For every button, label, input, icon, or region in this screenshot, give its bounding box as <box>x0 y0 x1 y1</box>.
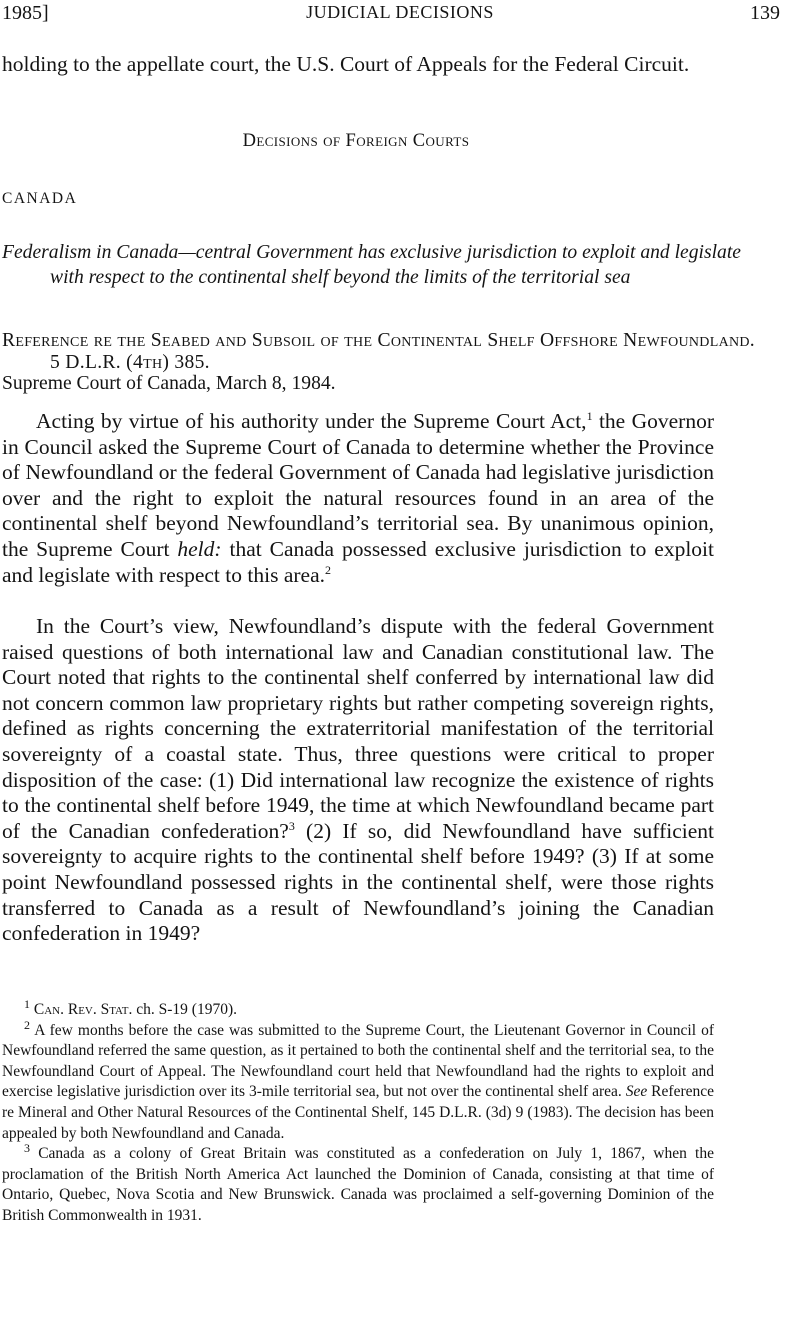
footnote-3-number: 3 <box>24 1141 30 1155</box>
footnote-3-text: Canada as a colony of Great Britain was constituted as a confederation on July 1, 1867, when the proclamation of the British North America Act launched the Dominion of Canada, consisting at that time of Ontario, Quebec, Nova Scotia and New Brunswick. Canada was proclaimed a self-governing Dominion of the British Commonwealth in 1931. <box>2 1145 714 1224</box>
footnote-1-source: Can. Rev. Stat. <box>33 1001 133 1018</box>
running-head <box>0 2 800 28</box>
footnote-1-rest: ch. S-19 (1970). <box>132 1001 238 1018</box>
volume-year: 1985] <box>2 2 49 24</box>
footnote-1 <box>2 996 714 1021</box>
footnote-2-see: See <box>625 1083 648 1101</box>
page-number: 139 <box>750 2 780 24</box>
footnotes <box>2 996 714 1227</box>
body-paragraph-1 <box>2 409 714 588</box>
footnote-2-rest: Reference re Mineral and Other Natural Resources of the Continental Shelf, 145 D.L.R. (3d) 9 (1983). The decision has been appealed by both Newfoundland and Canada. <box>2 1083 714 1142</box>
section-heading: Decisions of Foreign Courts <box>242 131 470 151</box>
case-title: Reference re the Seabed and Subsoil of the Continental Shelf Offshore Newfoundland. 5 D.L.R. (4th) 385. <box>2 330 755 373</box>
footnote-ref-1: 1 <box>586 408 593 423</box>
para1-text-b: the Governor in Council asked the Supreme Court of Canada to determine whether the Province of Newfoundland or the federal Government of Canada had legislative jurisdiction over and the right to exploit the natural resources found in an area of the continental shelf beyond Newfoundland’s territorial sea. By unanimous opinion, the Supreme Court <box>2 409 715 561</box>
court-and-date: Supreme Court of Canada, March 8, 1984. <box>2 373 336 394</box>
footnote-2 <box>2 1017 714 1145</box>
footnote-2-text: A few months before the case was submitted to the Supreme Court, the Lieutenant Governor in Council of Newfoundland referred the same question, as it pertained to both the continental shelf and the territorial sea, to the Newfoundland Court of Appeal. The Newfoundland court held that Newfoundland had the rights to exploit and exercise legislative jurisdiction over its 3-mile territorial sea, but not over the continental shelf area. <box>2 1021 714 1101</box>
country-heading: CANADA <box>2 190 78 207</box>
footnote-ref-2: 2 <box>324 562 331 577</box>
para1-text-a: Acting by virtue of his authority under the Supreme Court Act, <box>36 409 587 433</box>
footnote-3 <box>2 1141 714 1226</box>
case-headnote: Federalism in Canada—central Government has exclusive jurisdiction to exploit and legislate with respect to the continental shelf beyond the limits of the territorial sea <box>2 242 741 288</box>
running-title: JUDICIAL DECISIONS <box>306 2 494 22</box>
para2-text-a: In the Court’s view, Newfoundland’s dispute with the federal Government raised questions of both international law and Canadian constitutional law. The Court noted that rights to the continental shelf conferred by international law did not concern common law proprietary rights but rather competing sovereign rights, defined as rights concerning the extraterritorial manifestation of the territorial sovereignty of a coastal state. Thus, three questions were critical to proper disposition of the case: (1) Did international law recognize the existence of rights to the continental shelf before 1949, the time at which Newfoundland became part of the Canadian confederation? <box>2 614 714 843</box>
para2-text-b: (2) If so, did Newfoundland have sufficient sovereignty to acquire rights to the continental shelf before 1949? (3) If at some point Newfoundland possessed rights in the continental shelf, were those rights transferred to Canada as a result of Newfoundland’s joining the Canadian confederation in 1949? <box>2 818 714 946</box>
para1-text-c: that Canada possessed exclusive jurisdiction to exploit and legislate with respect to this area. <box>2 536 714 587</box>
held-term: held: <box>177 536 222 561</box>
continued-paragraph: holding to the appellate court, the U.S. Court of Appeals for the Federal Circuit. <box>2 52 690 76</box>
footnote-ref-3: 3 <box>288 818 295 833</box>
body-paragraph-2 <box>2 614 714 947</box>
footnote-1-number: 1 <box>24 996 30 1011</box>
footnote-2-number: 2 <box>24 1017 30 1032</box>
